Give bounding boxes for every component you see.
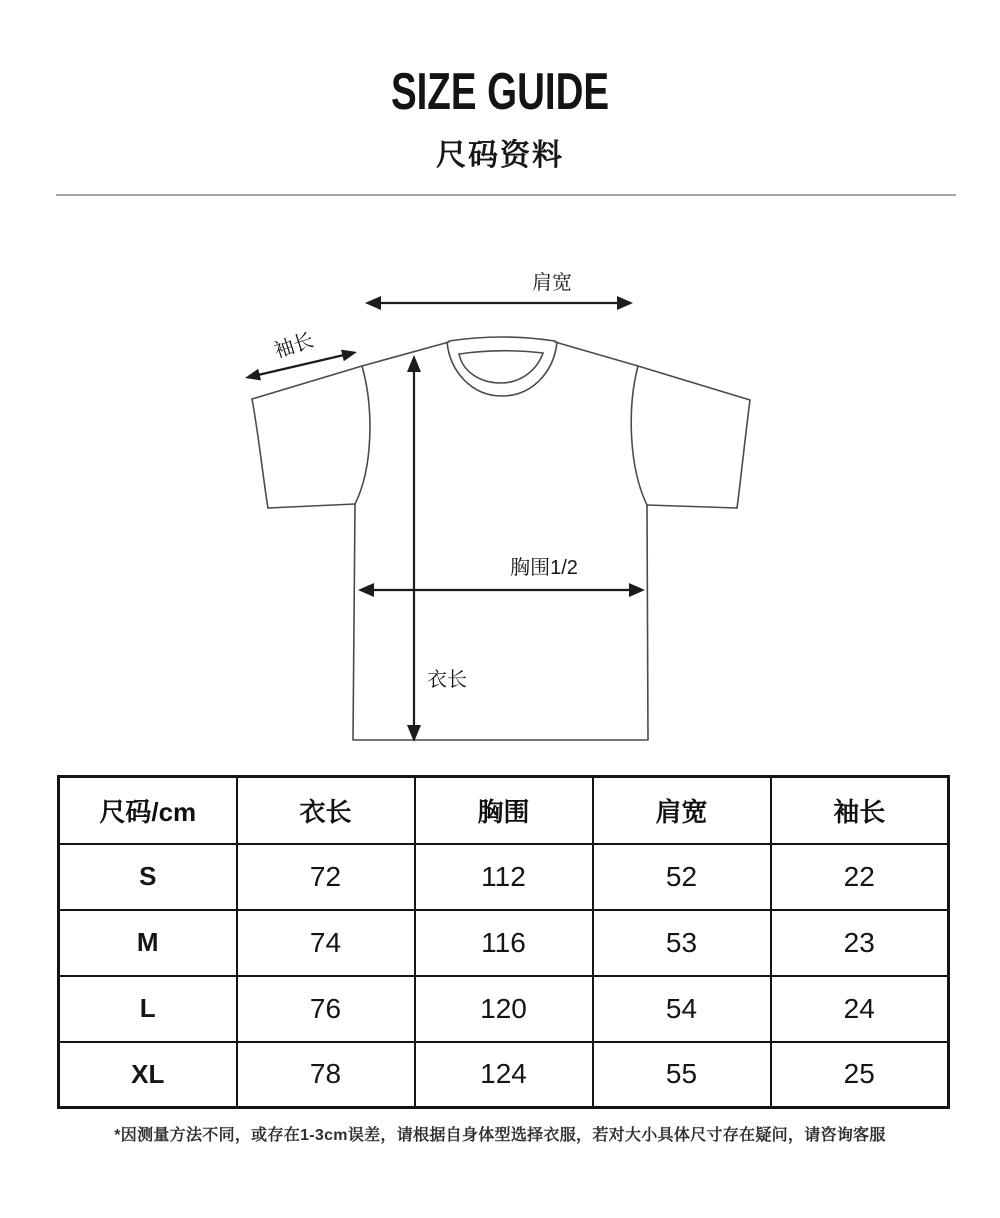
column-header-shoulder: 肩宽 bbox=[593, 777, 771, 844]
table-cell: 25 bbox=[771, 1042, 949, 1108]
table-cell: 55 bbox=[593, 1042, 771, 1108]
collar-inner-curve bbox=[459, 353, 543, 383]
table-header-row bbox=[59, 777, 949, 844]
column-header-sleeve: 袖长 bbox=[771, 777, 949, 844]
body-length-label: 衣长 bbox=[427, 669, 467, 691]
right-shoulder-line bbox=[555, 342, 750, 400]
table-cell: 72 bbox=[237, 844, 415, 910]
table-row bbox=[59, 1042, 949, 1108]
size-table bbox=[57, 775, 950, 1109]
column-header-length: 衣长 bbox=[237, 777, 415, 844]
sleeve-length-label: 袖长 bbox=[271, 329, 317, 363]
shoulder-width-label: 肩宽 bbox=[532, 272, 572, 294]
table-cell: 116 bbox=[415, 910, 593, 976]
header-divider bbox=[56, 194, 956, 196]
shoulder-width-arrow bbox=[365, 296, 633, 310]
table-cell: 120 bbox=[415, 976, 593, 1042]
chest-width-arrow bbox=[358, 583, 645, 597]
table-cell: 78 bbox=[237, 1042, 415, 1108]
column-header-size: 尺码/cm bbox=[59, 777, 237, 844]
table-cell: 53 bbox=[593, 910, 771, 976]
column-header-chest: 胸围 bbox=[415, 777, 593, 844]
size-cell: S bbox=[59, 844, 237, 910]
table-cell: 76 bbox=[237, 976, 415, 1042]
page-subtitle: 尺码资料 bbox=[436, 139, 564, 172]
right-armhole bbox=[631, 366, 647, 505]
table-row bbox=[59, 976, 949, 1042]
table-cell: 124 bbox=[415, 1042, 593, 1108]
size-cell: M bbox=[59, 910, 237, 976]
tshirt-measurement-diagram bbox=[230, 255, 770, 755]
table-cell: 24 bbox=[771, 976, 949, 1042]
left-sleeve-outer bbox=[252, 399, 268, 508]
size-cell: XL bbox=[59, 1042, 237, 1108]
right-sleeve-outer bbox=[737, 400, 750, 508]
table-row bbox=[59, 844, 949, 910]
body-outline bbox=[353, 504, 648, 740]
table-row bbox=[59, 910, 949, 976]
footnote: *因测量方法不同，或存在1-3cm误差，请根据自身体型选择衣服，若对大小具体尺寸存在疑问，请咨询客服 bbox=[114, 1127, 886, 1144]
tshirt-outline bbox=[252, 337, 750, 740]
page-title: SIZE GUIDE bbox=[390, 63, 610, 121]
table-cell: 22 bbox=[771, 844, 949, 910]
body-length-arrow bbox=[407, 355, 421, 742]
collar-top-line bbox=[449, 337, 555, 341]
collar-inner-line bbox=[459, 351, 543, 354]
table-cell: 74 bbox=[237, 910, 415, 976]
size-cell: L bbox=[59, 976, 237, 1042]
table-cell: 54 bbox=[593, 976, 771, 1042]
table-cell: 52 bbox=[593, 844, 771, 910]
left-sleeve-hem bbox=[268, 504, 355, 508]
right-sleeve-hem bbox=[647, 505, 737, 508]
left-armhole bbox=[355, 366, 370, 504]
header bbox=[0, 63, 1000, 174]
table-cell: 23 bbox=[771, 910, 949, 976]
chest-half-label: 胸围1/2 bbox=[510, 557, 578, 579]
table-cell: 112 bbox=[415, 844, 593, 910]
